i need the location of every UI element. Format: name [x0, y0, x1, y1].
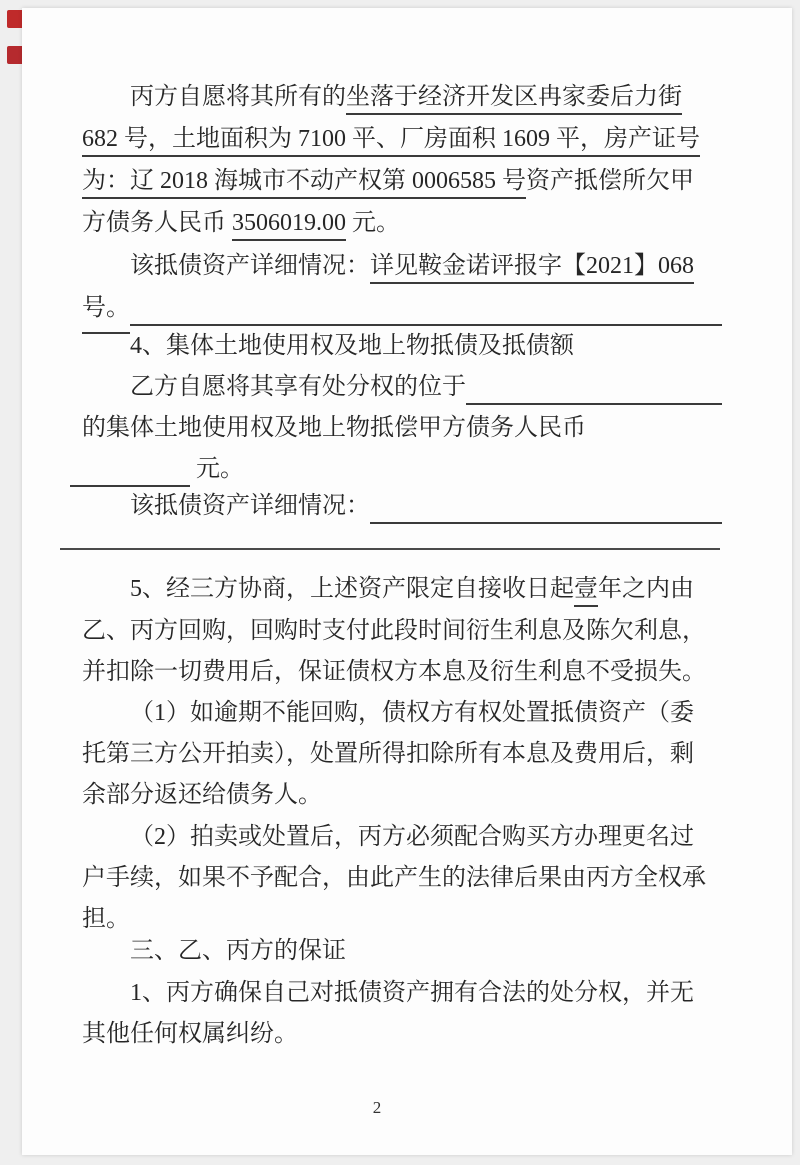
- text-segment: 元。: [346, 210, 400, 236]
- text-line: [82, 287, 722, 329]
- underlined-value: 682 号，土地面积为 7100 平、厂房面积 1609 平，房产证号: [82, 126, 700, 157]
- page-number: 2: [372, 1098, 382, 1117]
- text-line: [82, 202, 722, 244]
- blank-underline: [70, 448, 190, 487]
- underlined-value: 详见鞍金诺评报字【2021】068: [370, 253, 694, 284]
- text-line: [82, 366, 722, 408]
- text-line: [82, 774, 722, 816]
- blank-rule-line: [60, 548, 720, 550]
- text-line: [70, 448, 722, 490]
- clause-4-heading: [82, 325, 722, 367]
- text-segment: 户手续，如果不予配合，由此产生的法律后果由丙方全权承: [82, 865, 706, 891]
- text-segment: 余部分返还给债务人。: [82, 782, 322, 808]
- text-line: [82, 118, 722, 160]
- text-segment: 方债务人民币: [82, 210, 232, 236]
- blank-underline: [370, 485, 722, 524]
- text-segment: 该抵债资产详细情况：: [130, 253, 370, 279]
- text-segment: 并扣除一切费用后，保证债权方本息及衍生利息不受损失。: [82, 659, 706, 685]
- text-segment: 其他任何权属纠纷。: [82, 1021, 298, 1047]
- sub-clause-1-line: [82, 692, 722, 734]
- text-segment: 该抵债资产详细情况：: [130, 493, 370, 519]
- text-segment: 的集体土地使用权及地上物抵偿甲方债务人民币: [82, 415, 586, 441]
- sub-clause-2-line: [82, 816, 722, 858]
- document-page: [22, 8, 792, 1155]
- text-line: [82, 245, 722, 287]
- text-segment: （1）如逾期不能回购，债权方有权处置抵债资产（委: [130, 700, 694, 726]
- text-segment: 元。: [196, 456, 244, 482]
- underlined-amount: 3506019.00: [232, 210, 346, 241]
- text-segment: 资产抵偿所欠甲: [526, 168, 694, 194]
- text-line: [82, 610, 722, 652]
- text-segment: 丙方自愿将其所有的: [130, 84, 346, 110]
- underlined-value: 为：辽 2018 海城市不动产权第 0006585 号: [82, 168, 526, 199]
- text-segment: 乙方自愿将其享有处分权的位于: [130, 374, 466, 400]
- text-segment: 4、集体土地使用权及地上物抵债及抵债额: [130, 333, 574, 359]
- text-line: [82, 160, 722, 202]
- text-segment: 三、乙、丙方的保证: [130, 938, 346, 964]
- section-3-heading: [82, 930, 722, 972]
- text-line: [82, 485, 722, 527]
- blank-underline: [466, 366, 722, 405]
- text-segment: 年之内由: [598, 576, 694, 602]
- underlined-value: 号。: [82, 287, 130, 334]
- underlined-value: 壹: [574, 576, 598, 607]
- text-segment: 乙、丙方回购，回购时支付此段时间衍生利息及陈欠利息，: [82, 618, 706, 644]
- text-line: [82, 76, 722, 118]
- text-line: [82, 651, 722, 693]
- text-segment: 1、丙方确保自己对抵债资产拥有合法的处分权，并无: [130, 980, 694, 1006]
- text-segment: 托第三方公开拍卖），处置所得扣除所有本息及费用后，剩: [82, 741, 694, 767]
- text-segment: 担。: [82, 906, 130, 932]
- text-segment: 5、经三方协商，上述资产限定自接收日起: [130, 576, 574, 602]
- blank-underline: [130, 287, 722, 326]
- text-line: [82, 407, 722, 449]
- text-line: [82, 972, 722, 1014]
- clause-5-line: [82, 568, 722, 610]
- underlined-value: 坐落于经济开发区冉家委后力街: [346, 84, 682, 115]
- text-line: [82, 857, 722, 899]
- text-line: [82, 733, 722, 775]
- text-line: [82, 1013, 722, 1055]
- text-segment: （2）拍卖或处置后，丙方必须配合购买方办理更名过: [130, 824, 694, 850]
